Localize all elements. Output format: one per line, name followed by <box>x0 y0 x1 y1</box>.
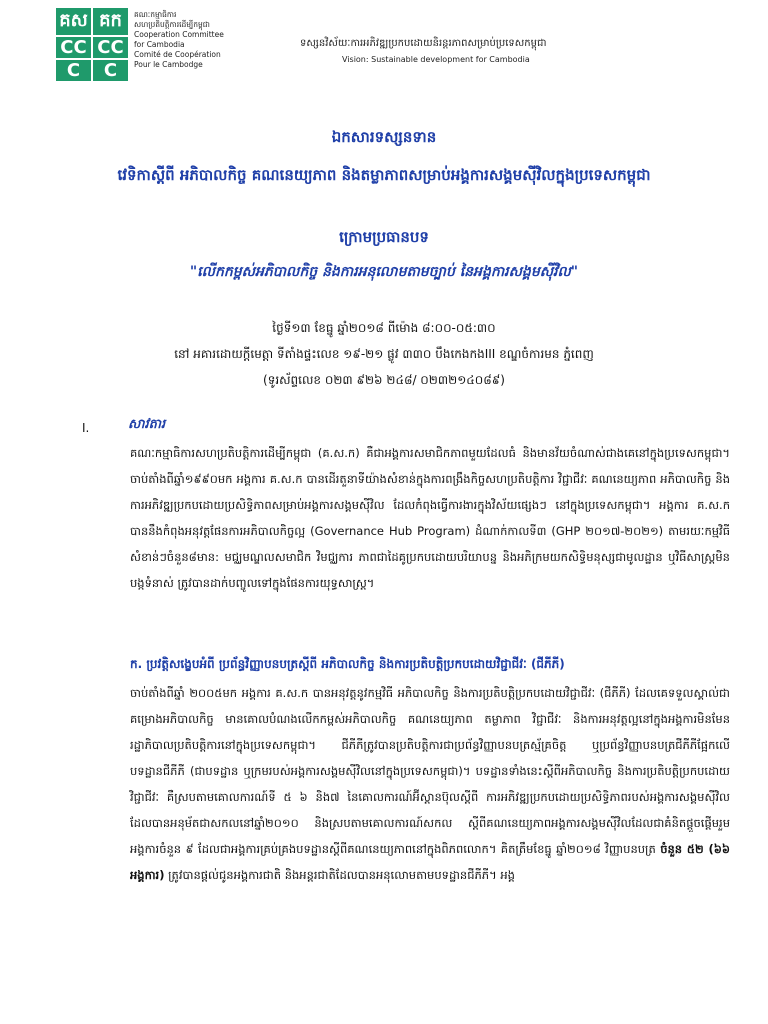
logo-tile: CC <box>93 37 128 58</box>
organization-logo <box>56 8 128 80</box>
logo-tile: C <box>93 60 128 81</box>
theme-label: ក្រោមប្រធានបទ <box>339 228 429 246</box>
forum-title: វេទិកាស្តីពី អភិបាលកិច្ច គណនេយ្យភាព និងតម្លាភាពសម្រាប់អង្គការសង្គមស៊ីវិលក្នុងប្រទេសកម្ពុជា <box>117 166 651 184</box>
theme-title: "លើកកម្ពស់អភិបាលកិច្ច និងការអនុលោមតាមច្បាប់ នៃអង្គការសង្គមស៊ីវិល" <box>189 264 579 280</box>
document-title: ឯកសារទស្សនទាន <box>331 128 437 146</box>
logo-tile: C <box>56 60 91 81</box>
event-venue: នៅ អគារដោយក្តីមេត្តា ទីតាំងផ្ទះលេខ ១៩-២១ ផ្លូវ ៣៣០ បឹងកេងកងIII ខណ្ឌចំការមន ភ្នំពេញ <box>174 347 594 361</box>
org-name-fr-1: Comité de Coopération <box>134 50 221 59</box>
event-phone: (ទូរស័ព្ទលេខ ០២៣ ៩២៦ ២៤៨/ ០២៣២១៤០៨៩) <box>263 373 505 387</box>
history-text: ចាប់តាំងពីឆ្នាំ ២០០៥មក អង្គការ គ.ស.ក បានអនុវត្តនូវកម្មវិធី អភិបាលកិច្ច និងការប្រតិបត្តិប្រកបដោយវិជ្ជាជីវៈ (ជីភីភី) ដែលគេទទួលស្គាល់ជាគម្រោងអភិបាលកិច្ច មានគោលបំណងលើកកម្ពស់អភិបាលកិច្ច គណនេយ្យភាព តម្លាភាព វិជ្ជាជីវៈ និងការអនុវត្តល្អនៅក្នុងអង្គការមិនមែនរដ្ឋាភិបាលប្រតិបត្តិការនៅក្នុងប្រទេសកម្ពុជា។ ជីភីភីត្រូវបានប្រតិបត្តិការជាប្រព័ន្ធវិញ្ញាបនបត្រស្ម័គ្រចិត្ត ឬប្រព័ន្ធវិញ្ញាបនបត្រជីភីភីផ្អែកលើបទដ្ឋានជីភីភី (ជាបទដ្ឋាន ឬក្រមរបស់អង្គការសង្គមស៊ីវិលនៅក្នុងប្រទេសកម្ពុជា)។ បទដ្ឋានទាំងនេះស្តីពីអភិបាលកិច្ច និងការប្រតិបត្តិប្រកបដោយវិជ្ជាជីវៈ គឺស្របតាមគោលការណ៍ទី ៥ ៦ និង៧ នៃគោលការណ៍អ៊ីស្តានប៊ុលស្តីពី ការអភិវឌ្ឍប្រកបដោយប្រសិទ្ធិភាពរបស់អង្គការសង្គមស៊ីវិល ដែលបានអនុម័តជាសកលនៅឆ្នាំ២០១០ និងស្របតាមគោលការណ៍សកល ស្តីពីគណនេយ្យភាពអង្គការសង្គមស៊ីវិលដែលជាគំនិតផ្តួចផ្តើមរួមអង្គការចំនួន ៩ ដែលជាអង្គការគ្រប់គ្រងបទដ្ឋានស្តីពីគណនេយ្យភាពនៅក្នុងពិភពលោក។ គិតត្រឹមខែធ្នូ ឆ្នាំ២០១៨ វិញ្ញាបនបត្រ <box>130 686 730 856</box>
history-bold-count: ចំនួន ៥២ (៦៦ អង្គការ) <box>130 842 730 882</box>
org-name-kh-2: សហប្រតិបត្តិការដើម្បីកម្ពុជា <box>134 20 210 29</box>
org-name-kh: គណៈកម្មាធិការ <box>134 10 177 19</box>
section-number: I. <box>82 421 90 435</box>
event-date: ថ្ងៃទី១៣ ខែធ្នូ ឆ្នាំ២០១៨ ពីម៉ោង ៨:០០-០៥:៣០ <box>272 321 496 335</box>
org-name-en-2: for Cambodia <box>134 40 185 49</box>
subsection-heading: ក. ប្រវត្តិសង្ខេបអំពី ប្រព័ន្ធវិញ្ញាបនបត្រស្តីពី អភិបាលកិច្ច និងការប្រតិបត្តិប្រកបដោយវិជ្ជាជីវៈ (ជីភីភី) <box>130 657 565 671</box>
section-title: សាវតារ <box>128 417 166 432</box>
history-text-end: ត្រូវបានផ្តល់ជូនអង្គការជាតិ និងអន្តរជាតិដែលបានអនុលោមតាមបទដ្ឋានជីភីភី។ អង្គ <box>168 868 515 882</box>
logo-tile: គស <box>56 8 91 35</box>
logo-tile: CC <box>56 37 91 58</box>
org-name-en-1: Cooperation Committee <box>134 30 224 39</box>
logo-tile: គក <box>93 8 128 35</box>
vision-en: Vision: Sustainable development for Cambodia <box>342 55 530 64</box>
background-paragraph: គណៈកម្មាធិការសហប្រតិបត្តិការដើម្បីកម្ពុជា (គ.ស.ក) គឺជាអង្គការសមាជិកភាពមួយដែលធំ និងមានវ័យចំណាស់ជាងគេនៅក្នុងប្រទេសកម្ពុជា។ ចាប់តាំងពីឆ្នាំ១៩៩០មក អង្គការ គ.ស.ក បានដើរតួនាទីយ៉ាងសំខាន់ក្នុងការពង្រឹងកិច្ចសហប្រតិបត្តិការ វិជ្ជាជីវៈ គណនេយ្យភាព អភិបាលកិច្ច និងការអភិវឌ្ឍប្រកបដោយប្រសិទ្ធិភាពសម្រាប់អង្គការសង្គមស៊ីវិល ដែលកំពុងធ្វើការងារក្នុងវិស័យផ្សេងៗ នៅក្នុងប្រទេសកម្ពុជា។ អង្គការ គ.ស.ក បាននឹងកំពុងអនុវត្តផែនការអភិបាលកិច្ចល្អ (Governance Hub Program) ដំណាក់កាលទី៣ (GHP ២០១៧-២០២១) តាមរយៈកម្មវិធីសំខាន់ៗចំនួន៨មាន: មជ្ឈមណ្ឌលសមាជិក វិមជ្ឈការ ភាពជាដៃគូប្រកបដោយបរិយាបន្ន និងអភិក្រមយកសិទ្ធិមនុស្សជាមូលដ្ឋាន ឬវិធីសាស្ត្រមិនបង្កទំនាស់ ត្រូវបានដាក់បញ្ចូលទៅក្នុងផែនការយុទ្ធសាស្ត្រ។ <box>130 446 730 590</box>
history-paragraph <box>130 680 730 888</box>
organization-name <box>134 10 224 70</box>
org-name-fr-2: Pour le Cambodge <box>134 60 203 69</box>
vision-kh: ទស្សនវិស័យៈការអភិវឌ្ឍប្រកបដោយនិរន្តរភាពសម្រាប់ប្រទេសកម្ពុជា <box>300 38 547 49</box>
